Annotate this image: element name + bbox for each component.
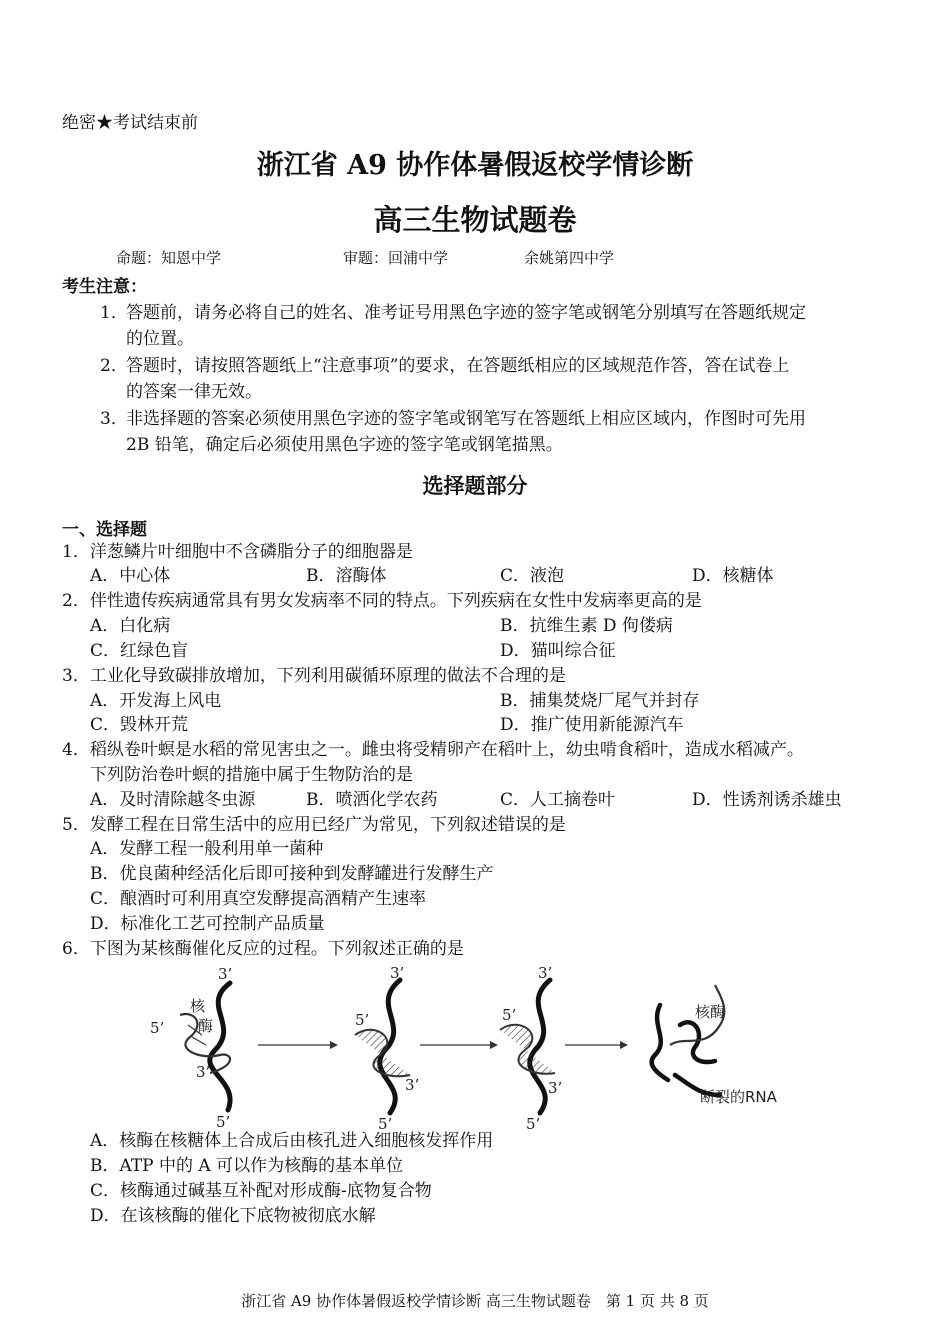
- stage3-end-5-left: 5’: [502, 1006, 517, 1024]
- notice-item-3-num: 3．: [100, 409, 128, 429]
- notice-item-2-line2: 的答案一律无效。: [126, 382, 262, 402]
- q3-option-b: B．捕集焚烧厂尾气并封存: [500, 691, 700, 711]
- q2-option-a: A．白化病: [90, 616, 171, 636]
- q5-option-c: C．酿酒时可利用真空发酵提高酒精产生速率: [90, 889, 427, 909]
- stage2-end-3-top: 3’: [390, 965, 405, 982]
- stage2-end-3-right: 3’: [405, 1076, 420, 1094]
- stage-3-cleavage: [500, 965, 562, 1130]
- stage3-end-3-right: 3’: [548, 1079, 563, 1097]
- q2-option-b: B．抗维生素 D 佝偻病: [500, 616, 673, 636]
- q3-stem: 3．工业化导致碳排放增加，下列利用碳循环原理的做法不合理的是: [62, 666, 566, 686]
- notice-item-1-line2: 的位置。: [126, 329, 194, 349]
- q4-option-a: A．及时清除越冬虫源: [90, 790, 256, 810]
- q2-stem: 2．伴性遗传疾病通常具有男女发病率不同的特点。下列疾病在女性中发病率更高的是: [62, 591, 702, 611]
- notice-item-1-line1: 答题前，请务必将自己的姓名、准考证号用黑色字迹的签字笔或钢笔分别填写在答题纸规定: [126, 303, 806, 323]
- q3-option-d: D．推广使用新能源汽车: [500, 715, 684, 735]
- notice-item-2-num: 2．: [100, 356, 128, 376]
- q1-option-a: A．中心体: [90, 566, 171, 586]
- stage1-end-3-top: 3’: [218, 965, 233, 983]
- q5-stem: 5．发酵工程在日常生活中的应用已经广为常见，下列叙述错误的是: [62, 815, 566, 835]
- exam-title: 浙江省 A9 协作体暑假返校学情诊断: [256, 150, 694, 181]
- ribozyme-label-char-1: 核: [190, 997, 206, 1015]
- q6-option-c: C．核酶通过碱基互补配对形成酶-底物复合物: [90, 1181, 432, 1201]
- exam-subtitle: 高三生物试题卷: [373, 203, 577, 237]
- q6-stem: 6．下图为某核酶催化反应的过程。下列叙述正确的是: [62, 939, 464, 959]
- reviewer-credit: 审题：回浦中学: [343, 249, 449, 267]
- section-title: 选择题部分: [422, 473, 528, 498]
- reviewer2-credit: 余姚第四中学: [524, 249, 615, 267]
- stage-4-products: [652, 985, 778, 1106]
- ribozyme-reaction-diagram: [140, 965, 820, 1130]
- stage-2-complex: [355, 965, 419, 1130]
- part-title: 一、选择题: [62, 520, 147, 540]
- q4-option-b: B．喷洒化学农药: [306, 790, 438, 810]
- page-footer: 浙江省 A9 协作体暑假返校学情诊断 高三生物试题卷 第 1 页 共 8 页: [241, 1292, 709, 1310]
- q3-option-a: A．开发海上风电: [90, 691, 222, 711]
- q6-option-d: D．在该核酶的催化下底物被彻底水解: [90, 1206, 376, 1226]
- q4-stem-line2: 下列防治卷叶螟的措施中属于生物防治的是: [90, 765, 413, 785]
- q1-stem: 1．洋葱鳞片叶细胞中不含磷脂分子的细胞器是: [62, 542, 413, 562]
- q5-option-d: D．标准化工艺可控制产品质量: [90, 914, 325, 934]
- q1-option-b: B．溶酶体: [306, 566, 387, 586]
- stage1-end-5-bottom: 5’: [216, 1113, 231, 1130]
- q5-option-a: A．发酵工程一般利用单一菌种: [90, 839, 324, 859]
- stage2-end-5-bottom: 5’: [378, 1115, 393, 1130]
- q4-option-c: C．人工摘卷叶: [500, 790, 616, 810]
- notice-item-3-line2: 2B 铅笔，确定后必须使用黑色字迹的签字笔或钢笔描黑。: [126, 435, 563, 455]
- q6-option-a: A．核酶在核糖体上合成后由核孔进入细胞核发挥作用: [90, 1131, 494, 1151]
- stage-1-ribozyme-substrate: [150, 965, 232, 1130]
- q1-option-d: D．核糖体: [692, 566, 774, 586]
- q4-option-d: D．性诱剂诱杀雄虫: [692, 790, 842, 810]
- proposer-credit: 命题：知恩中学: [116, 249, 222, 267]
- ribozyme-label-char-2: 酶: [198, 1017, 214, 1035]
- q3-option-c: C．毁林开荒: [90, 715, 189, 735]
- notice-item-1-num: 1．: [100, 303, 128, 323]
- notice-item-2-line1: 答题时，请按照答题纸上“注意事项”的要求，在答题纸相应的区域规范作答，答在试卷上: [126, 356, 790, 376]
- secret-mark: 绝密★考试结束前: [62, 113, 198, 133]
- ribozyme-label: 核酶: [695, 1003, 726, 1021]
- q4-stem: 4．稻纵卷叶螟是水稻的常见害虫之一。雌虫将受精卵产在稻叶上，幼虫啃食稻叶，造成水稻减产。: [62, 740, 804, 760]
- q1-option-c: C．液泡: [500, 566, 565, 586]
- q5-option-b: B．优良菌种经活化后即可接种到发酵罐进行发酵生产: [90, 864, 494, 884]
- stage2-end-5-left: 5’: [355, 1011, 370, 1029]
- q2-option-d: D．猫叫综合征: [500, 641, 616, 661]
- stage3-end-3-top: 3’: [538, 965, 553, 982]
- stage1-end-3-mid: 3’: [196, 1063, 211, 1081]
- q2-option-c: C．红绿色盲: [90, 641, 189, 661]
- stage1-end-5-left: 5’: [150, 1019, 165, 1037]
- stage3-end-5-bottom: 5’: [526, 1115, 541, 1130]
- notice-item-3-line1: 非选择题的答案必须使用黑色字迹的签字笔或钢笔写在答题纸上相应区域内，作图时可先用: [126, 409, 806, 429]
- q6-option-b: B．ATP 中的 A 可以作为核酶的基本单位: [90, 1156, 404, 1176]
- broken-rna-label: 断裂的RNA: [700, 1088, 777, 1106]
- notice-label: 考生注意：: [62, 277, 147, 297]
